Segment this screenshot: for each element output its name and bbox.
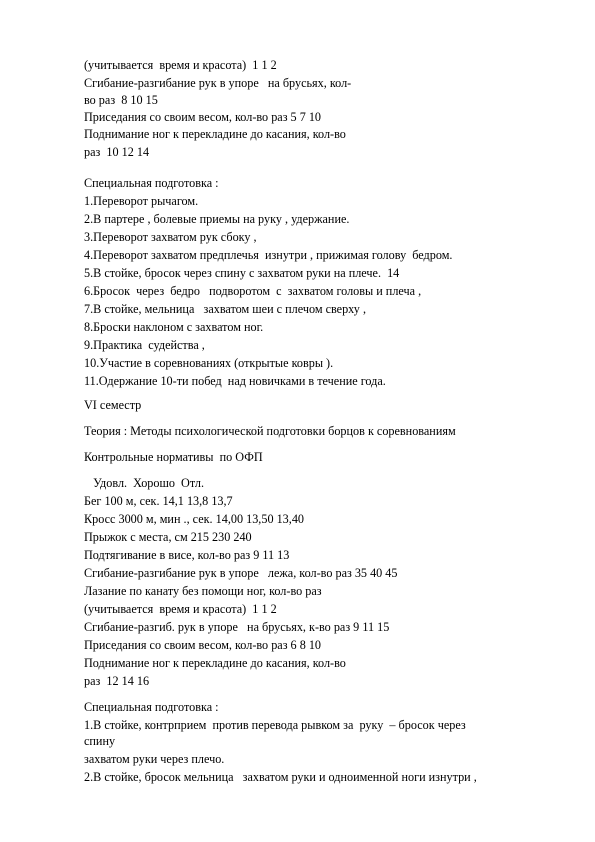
list-item: 5.В стойке, бросок через спину с захватом руки на плече. 14	[84, 266, 400, 280]
list-item: захватом руки через плечо.	[84, 752, 225, 766]
text-line: Поднимание ног к перекладине до касания, кол-во	[84, 127, 346, 141]
norm-line: (учитывается время и красота) 1 1 2	[84, 602, 277, 616]
section-heading: Специальная подготовка :	[84, 176, 219, 190]
theory-line: Теория : Методы психологической подготовки борцов к соревнованиям	[84, 424, 456, 438]
list-item: 6.Бросок через бедро подворотом с захватом головы и плеча ,	[84, 284, 422, 298]
list-item: 11.Одержание 10-ти побед над новичками в течение года.	[84, 374, 386, 388]
list-item: 3.Переворот захватом рук сбоку ,	[84, 230, 257, 244]
norm-line: Сгибание-разгиб. рук в упоре на брусьях, к-во раз 9 11 15	[84, 620, 390, 634]
list-item: 8.Броски наклоном с захватом ног.	[84, 320, 264, 334]
norm-line: раз 12 14 16	[84, 674, 150, 688]
list-item: 9.Практика судейства ,	[84, 338, 205, 352]
list-item: 1.В стойке, контрприем против перевода рывком за руку – бросок через	[84, 718, 466, 732]
list-item: 2.В партере , болевые приемы на руку , удержание.	[84, 212, 350, 226]
list-item: 7.В стойке, мельница захватом шеи с плечом сверху ,	[84, 302, 366, 316]
text-line: Приседания со своим весом, кол-во раз 5 7 10	[84, 110, 322, 124]
list-item: 4.Переворот захватом предплечья изнутри , прижимая голову бедром.	[84, 248, 453, 262]
norm-line: Поднимание ног к перекладине до касания, кол-во	[84, 656, 346, 670]
norm-line: Подтягивание в висе, кол-во раз 9 11 13	[84, 548, 290, 562]
norm-line: Приседания со своим весом, кол-во раз 6 8 10	[84, 638, 322, 652]
control-heading: Контрольные нормативы по ОФП	[84, 450, 263, 464]
list-item: 2.В стойке, бросок мельница захватом руки и одноименной ноги изнутри ,	[84, 770, 477, 784]
norm-line: Бег 100 м, сек. 14,1 13,8 13,7	[84, 494, 233, 508]
section-heading: Специальная подготовка :	[84, 700, 219, 714]
list-item: спину	[84, 734, 116, 748]
norm-line: Сгибание-разгибание рук в упоре лежа, кол-во раз 35 40 45	[84, 566, 398, 580]
list-item: 10.Участие в соревнованиях (открытые ковры ).	[84, 356, 334, 370]
list-item: 1.Переворот рычагом.	[84, 194, 199, 208]
norm-line: Кросс 3000 м, мин ., сек. 14,00 13,50 13,40	[84, 512, 305, 526]
semester-heading: VI семестр	[84, 398, 142, 412]
text-line: Сгибание-разгибание рук в упоре на брусьях, кол-	[84, 76, 352, 90]
norm-line: Лазание по канату без помощи ног, кол-во раз	[84, 584, 322, 598]
text-line: раз 10 12 14	[84, 145, 150, 159]
text-line: (учитывается время и красота) 1 1 2	[84, 58, 277, 72]
norm-line: Прыжок с места, см 215 230 240	[84, 530, 252, 544]
grades-header: Удовл. Хорошо Отл.	[84, 476, 205, 490]
text-line: во раз 8 10 15	[84, 93, 158, 107]
